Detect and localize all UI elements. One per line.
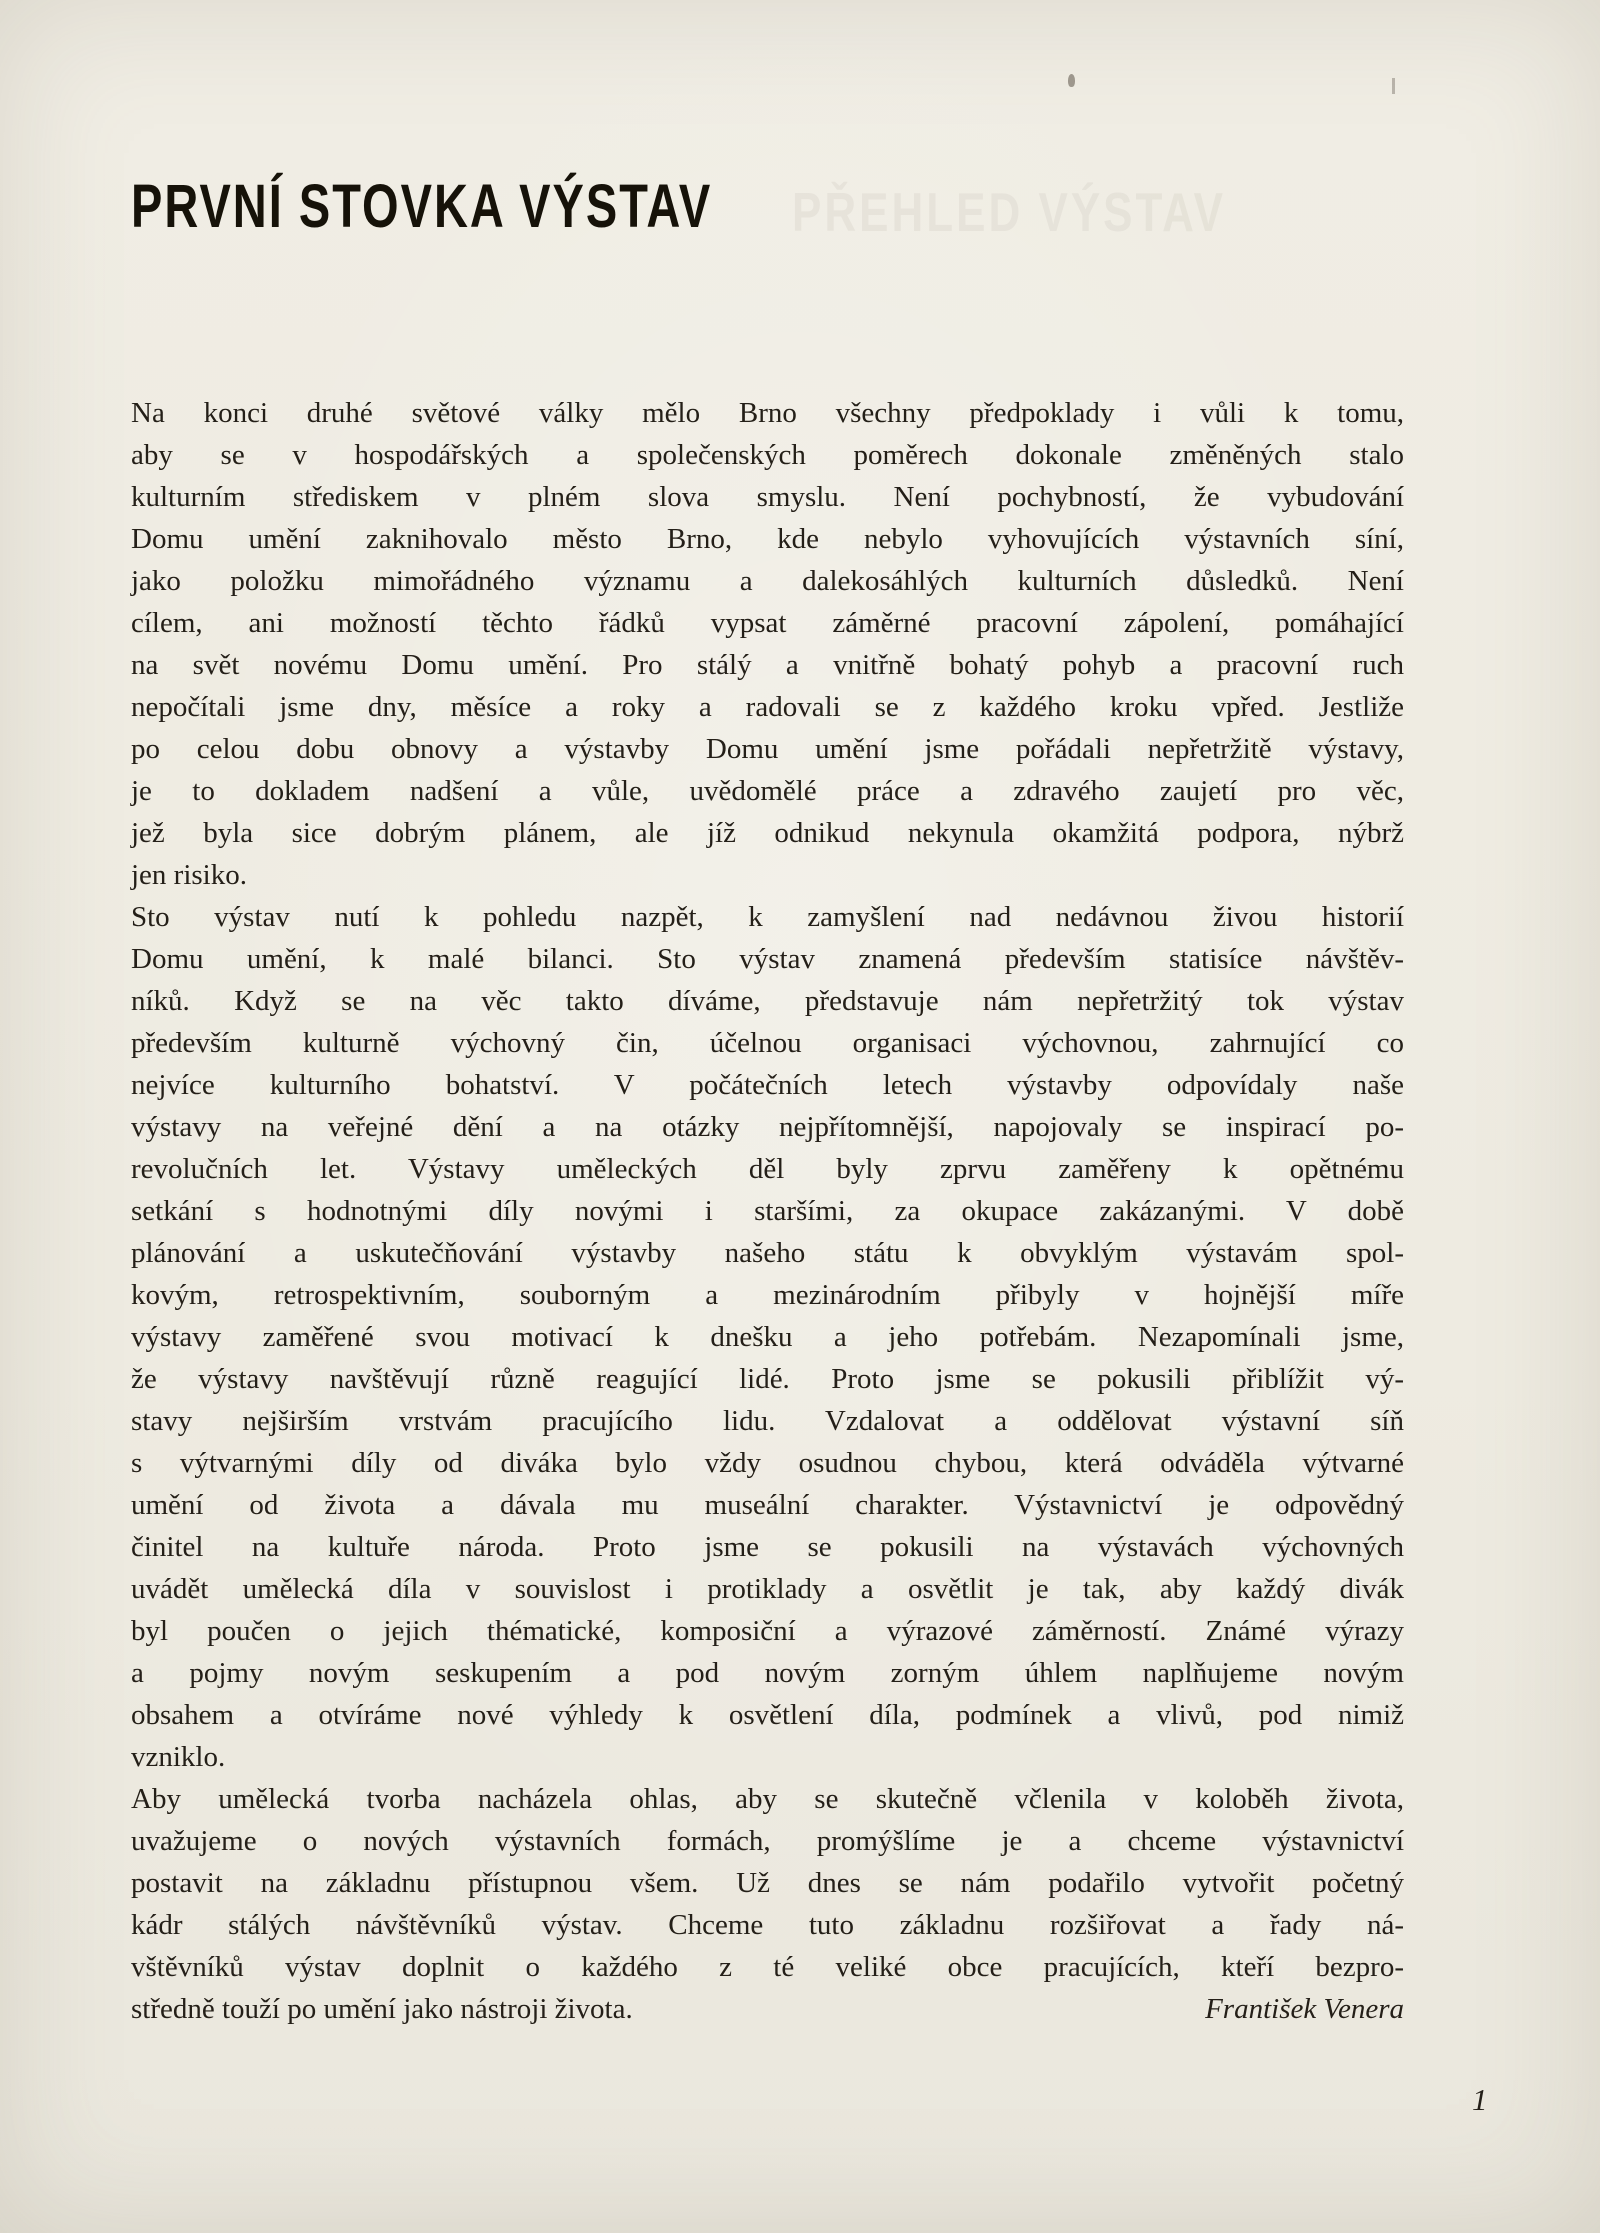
text-line: po celou dobu obnovy a výstavby Domu umění jsme pořádali nepřetržitě výstavy,	[131, 733, 1404, 765]
text-line: stavy nejširším vrstvám pracujícího lidu. Vzdalovat a oddělovat výstavní síň	[131, 1405, 1404, 1437]
author-signature: František Venera	[1205, 1993, 1404, 2025]
text-line	[131, 1988, 1404, 2030]
page-title: PRVNÍ STOVKA VÝSTAV	[131, 171, 713, 241]
text-line: setkání s hodnotnými díly novými i staršími, za okupace zakázanými. V době	[131, 1195, 1404, 1227]
text-line: Domu umění, k malé bilanci. Sto výstav znamená především statisíce návštěv-	[131, 943, 1404, 975]
page-number: 1	[1472, 2082, 1488, 2117]
text-line: aby se v hospodářských a společenských poměrech dokonale změněných stalo	[131, 439, 1404, 471]
text-line: činitel na kultuře národa. Proto jsme se pokusili na výstavách výchovných	[131, 1531, 1404, 1563]
paper-speck	[1392, 78, 1395, 94]
text-line: níků. Když se na věc takto díváme, představuje nám nepřetržitý tok výstav	[131, 985, 1404, 1017]
text-line: vštěvníků výstav doplnit o každého z té veliké obce pracujících, kteří bezpro-	[131, 1951, 1404, 1983]
text-line: především kulturně výchovný čin, účelnou organisaci výchovnou, zahrnující co	[131, 1027, 1404, 1059]
bleed-through-text: PŘEHLED VÝSTAV	[792, 182, 1226, 244]
text-line: obsahem a otvíráme nové výhledy k osvětlení díla, podmínek a vlivů, pod nimiž	[131, 1699, 1404, 1731]
body-text	[131, 392, 1404, 2030]
text-line: Domu umění zaknihovalo město Brno, kde nebylo vyhovujících výstavních síní,	[131, 523, 1404, 555]
text-line: kovým, retrospektivním, souborným a mezinárodním přibyly v hojnější míře	[131, 1279, 1404, 1311]
text-line: Aby umělecká tvorba nacházela ohlas, aby se skutečně včlenila v koloběh života,	[131, 1783, 1404, 1815]
text-line: jako položku mimořádného významu a dalekosáhlých kulturních důsledků. Není	[131, 565, 1404, 597]
text-line: s výtvarnými díly od diváka bylo vždy osudnou chybou, která odváděla výtvarné	[131, 1447, 1404, 1479]
text-line: byl poučen o jejich thématické, komposiční a výrazové záměrností. Známé výrazy	[131, 1615, 1404, 1647]
text-line: jež byla sice dobrým plánem, ale jíž odnikud nekynula okamžitá podpora, nýbrž	[131, 817, 1404, 849]
text-line: uvažujeme o nových výstavních formách, promýšlíme je a chceme výstavnictví	[131, 1825, 1404, 1857]
text-line: výstavy zaměřené svou motivací k dnešku a jeho potřebám. Nezapomínali jsme,	[131, 1321, 1404, 1353]
text-line: kulturním střediskem v plném slova smyslu. Není pochybností, že vybudování	[131, 481, 1404, 513]
text-line: a pojmy novým seskupením a pod novým zorným úhlem naplňujeme novým	[131, 1657, 1404, 1689]
text-line: umění od života a dávala mu museální charakter. Výstavnictví je odpovědný	[131, 1489, 1404, 1521]
text-line: postavit na základnu přístupnou všem. Už dnes se nám podařilo vytvořit početný	[131, 1867, 1404, 1899]
text-line: jen risiko.	[131, 859, 247, 891]
text-line: na svět novému Domu umění. Pro stálý a vnitřně bohatý pohyb a pracovní ruch	[131, 649, 1404, 681]
text-line: výstavy na veřejné dění a na otázky nejpřítomnější, napojovaly se inspirací po-	[131, 1111, 1404, 1143]
text-line: revolučních let. Výstavy uměleckých děl byly zprvu zaměřeny k opětnému	[131, 1153, 1404, 1185]
text-line: vzniklo.	[131, 1741, 226, 1773]
text-line: nepočítali jsme dny, měsíce a roky a radovali se z každého kroku vpřed. Jestliže	[131, 691, 1404, 723]
text-line: Sto výstav nutí k pohledu nazpět, k zamyšlení nad nedávnou živou historií	[131, 901, 1404, 933]
text-line: je to dokladem nadšení a vůle, uvědomělé práce a zdravého zaujetí pro věc,	[131, 775, 1404, 807]
text-line: plánování a uskutečňování výstavby našeho státu k obvyklým výstavám spol-	[131, 1237, 1404, 1269]
text-line: uvádět umělecká díla v souvislost i protiklady a osvětlit je tak, aby každý divák	[131, 1573, 1404, 1605]
text-line: že výstavy navštěvují různě reagující lidé. Proto jsme se pokusili přiblížit vý-	[131, 1363, 1404, 1395]
text-line: cílem, ani možností těchto řádků vypsat záměrné pracovní zápolení, pomáhající	[131, 607, 1404, 639]
closing-line-text: středně touží po umění jako nástroji života.	[131, 1993, 633, 2025]
paper-speck	[1068, 74, 1075, 87]
text-line: Na konci druhé světové války mělo Brno všechny předpoklady i vůli k tomu,	[131, 397, 1404, 429]
text-line: kádr stálých návštěvníků výstav. Chceme tuto základnu rozšiřovat a řady ná-	[131, 1909, 1404, 1941]
text-line: nejvíce kulturního bohatství. V počátečních letech výstavby odpovídaly naše	[131, 1069, 1404, 1101]
